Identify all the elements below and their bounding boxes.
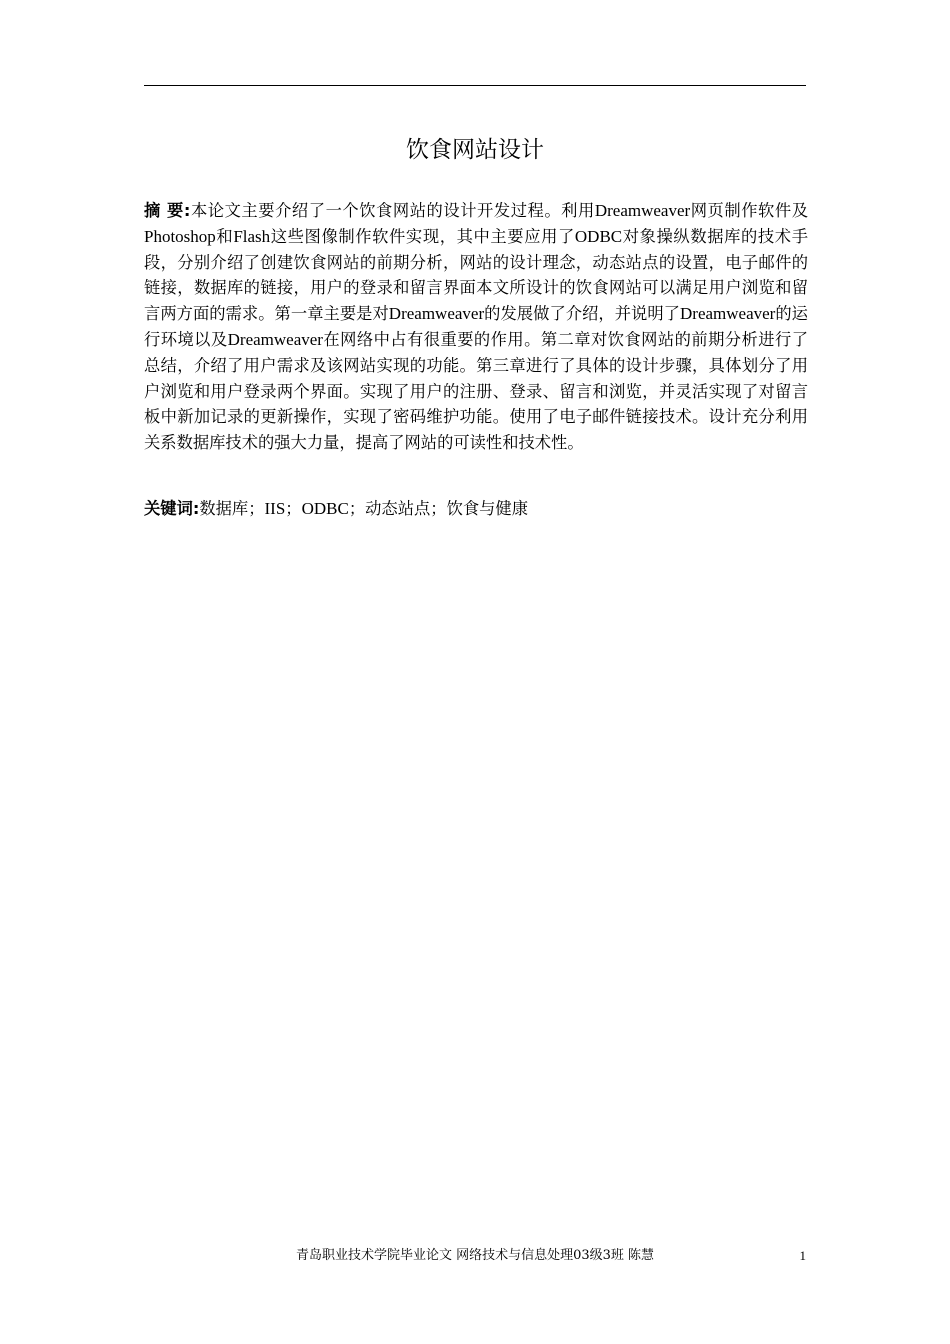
page-number: 1 (799, 1248, 806, 1263)
keyword-separator: ； (285, 499, 302, 518)
abstract-term: Photoshop (144, 226, 216, 246)
abstract-term: Flash (233, 226, 271, 246)
abstract-text: 本论文主要介绍了一个饮食网站的设计开发过程。利用 (190, 201, 595, 220)
abstract-text: 对象操纵数据库的技术手段，分别介绍了创建饮食网站的前期分析，网站的设计理念，动态站点的设置，电子邮件的链接，数据库的链接，用户的登录和留言界面本文所设计的饮食网站可以满足用户浏览和留言两方面的需求。第一章主要是对 (144, 226, 808, 324)
abstract-term: Dreamweaver (594, 201, 691, 220)
abstract-term: ODBC (574, 226, 623, 246)
keyword: ODBC (301, 499, 349, 518)
abstract-text: 网页制作软件及 (690, 201, 808, 220)
page-footer (144, 1246, 806, 1266)
abstract-text: 在网络中占有很重要的作用。第二章对饮食网站的前期分析进行了总结，介绍了用户需求及该网站实现的功能。第三章进行了具体的设计步骤，具体划分了用户浏览和用户登录两个界面。实现了用户的注册、登录、留言和浏览，并灵活实现了对留言板中新加记录的更新操作，实现了密码维护功能。使用了电子邮件链接技术。设计充分利用关系数据库技术的强大力量，提高了网站的可读性和技术性。 (144, 329, 808, 453)
abstract-term: Dreamweaver (680, 304, 776, 324)
header-rule (144, 85, 806, 86)
keyword: IIS (264, 499, 286, 518)
footer-text: 青岛职业技术学院毕业论文 网络技术与信息处理03级3班 陈慧 (295, 1248, 655, 1263)
abstract-text: 的运行环境以及 (144, 304, 808, 349)
keyword: 饮食与健康 (446, 499, 528, 518)
keyword: 数据库 (199, 499, 249, 518)
keyword-separator: ； (430, 499, 447, 518)
keyword: 动态站点 (365, 499, 431, 518)
abstract-text: 的发展做了介绍，并说明了 (484, 304, 680, 324)
document-title: 饮食网站设计 (406, 137, 544, 163)
keywords-label: 关键词: (144, 499, 200, 518)
abstract-text: 和 (215, 226, 234, 246)
abstract-label: 摘 要: (144, 201, 191, 220)
keywords-line (144, 496, 808, 522)
abstract-text: 这些图像制作软件实现，其中主要应用了 (270, 226, 575, 246)
abstract-term: Dreamweaver (388, 304, 485, 324)
keyword-separator: ； (248, 499, 265, 518)
abstract-paragraph (144, 198, 808, 456)
abstract-term: Dreamweaver (227, 329, 323, 349)
keyword-separator: ； (348, 499, 366, 518)
